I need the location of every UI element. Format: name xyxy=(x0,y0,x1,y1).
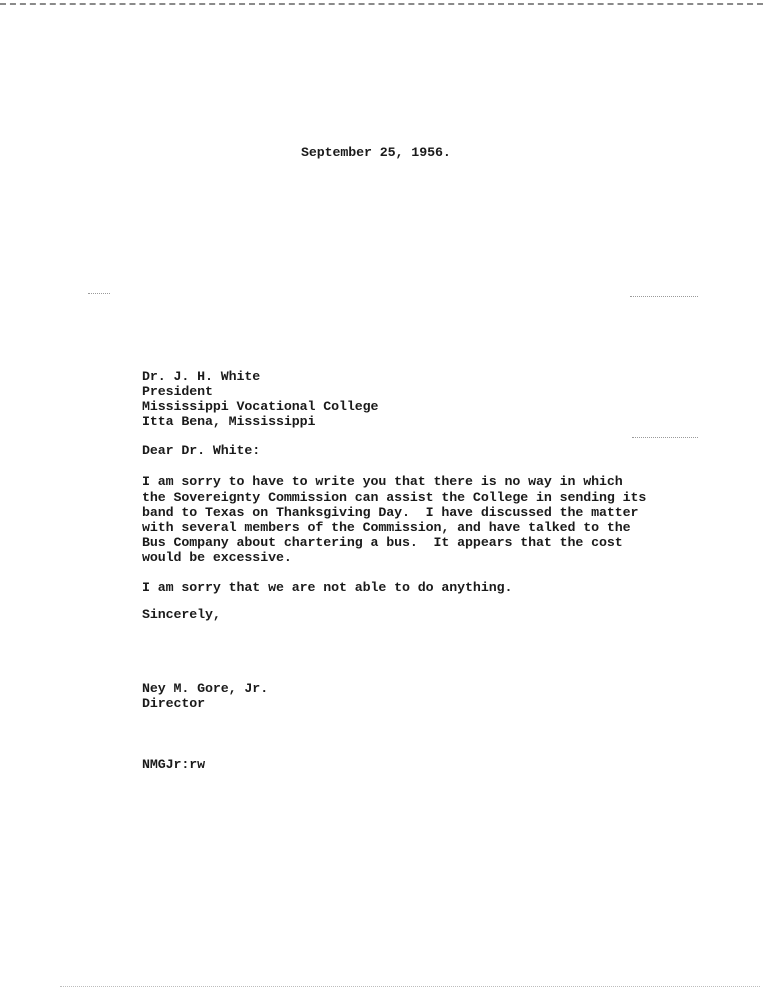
signer-name: Ney M. Gore, Jr. xyxy=(142,681,269,696)
recipient-name: Dr. J. H. White xyxy=(142,369,261,384)
scan-top-edge xyxy=(0,3,763,5)
signer-title: Director xyxy=(142,696,206,711)
second-paragraph: I am sorry that we are not able to do anything. xyxy=(142,580,513,595)
closing: Sincerely, xyxy=(142,607,221,622)
salutation: Dear Dr. White: xyxy=(142,443,261,458)
scan-artifact xyxy=(630,296,698,297)
reference-initials: NMGJr:rw xyxy=(142,757,206,772)
scan-artifact xyxy=(632,437,698,438)
body-line: I am sorry to have to write you that there is no way in which xyxy=(142,474,623,489)
recipient-institution: Mississippi Vocational College xyxy=(142,399,379,414)
body-line: would be excessive. xyxy=(142,550,292,565)
body-line: Bus Company about chartering a bus. It appears that the cost xyxy=(142,535,623,550)
scan-artifact xyxy=(88,293,110,294)
recipient-location: Itta Bena, Mississippi xyxy=(142,414,316,429)
recipient-title: President xyxy=(142,384,213,399)
letter-date: September 25, 1956. xyxy=(301,145,451,160)
body-line: the Sovereignty Commission can assist the College in sending its xyxy=(142,490,647,505)
body-line: band to Texas on Thanksgiving Day. I have discussed the matter xyxy=(142,505,639,520)
scan-bottom-edge xyxy=(60,986,760,987)
body-line: with several members of the Commission, and have talked to the xyxy=(142,520,631,535)
